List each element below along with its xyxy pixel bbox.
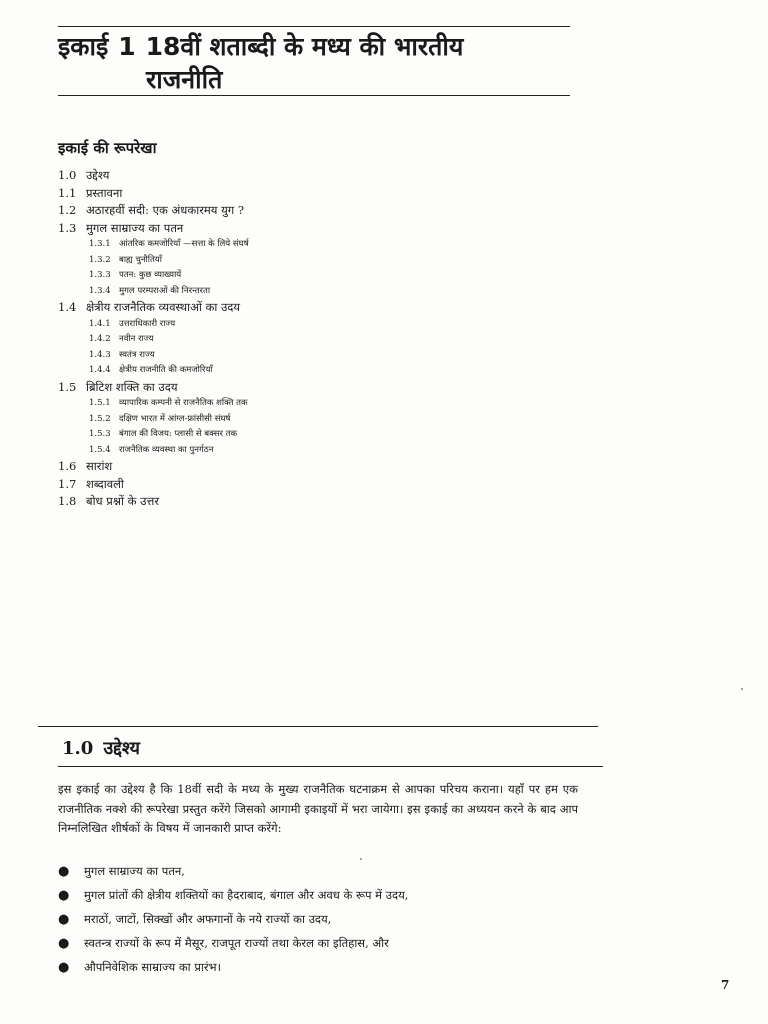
outline-item-number: 1.3.1 <box>89 239 111 249</box>
outline-heading: इकाई की रूपरेखा <box>58 139 157 157</box>
objective-bullet <box>58 888 578 912</box>
outline-item-label: सारांश <box>86 459 113 473</box>
outline-item-number: 1.1 <box>58 185 77 200</box>
outline-subitem <box>58 397 558 413</box>
outline-subitem <box>58 333 558 349</box>
outline-item-number: 1.5.3 <box>89 429 111 439</box>
outline-item-number: 1.4.4 <box>89 365 111 375</box>
objective-bullet-text: स्वतन्त्र राज्यों के रूप में मैसूर, राजपूत राज्यों तथा केरल का इतिहास, और <box>84 936 389 950</box>
outline-subitem <box>58 269 558 285</box>
objective-paragraph: इस इकाई का उद्देश्य है कि 18वीं सदी के मध्य के मुख्य राजनैतिक घटनाक्रम से आपका परिचय कराना। यहाँ पर हम एक राजनीतिक नक्शे की रूपरेखा प्रस्तुत करेंगे जिसको आगामी इकाइयों में भरा जायेगा। इस इकाई का अध्ययन करने के बाद आप निम्नलिखित शीर्षकों के विषय में जानकारी प्राप्त करेंगे: <box>58 782 578 835</box>
outline-subitem <box>58 254 558 270</box>
outline-item-number: 1.7 <box>58 476 77 491</box>
scan-speck <box>360 858 362 860</box>
section-top-rule <box>38 726 598 727</box>
outline-item-label: क्षेत्रीय राजनैतिक व्यवस्थाओं का उदय <box>86 300 241 314</box>
objective-bullet-text: औपनिवेशिक साम्राज्य का प्रारंभ। <box>84 960 221 974</box>
outline-subitem <box>58 444 558 460</box>
outline-item-number: 1.4.2 <box>89 334 111 344</box>
outline-item-number: 1.3.3 <box>89 270 111 280</box>
outline-subitem <box>58 318 558 334</box>
outline-item-label: पतन: कुछ व्याख्यायें <box>119 270 182 280</box>
outline-item <box>58 380 558 398</box>
outline-item <box>58 203 558 221</box>
outline-item <box>58 477 558 495</box>
outline-item <box>58 168 558 186</box>
objective-bullet <box>58 864 578 888</box>
outline-item-label: नवीन राज्य <box>119 334 154 344</box>
outline-item-number: 1.0 <box>58 168 77 182</box>
objective-bullet-text: मुगल प्रांतों की क्षेत्रीय शक्तियों का हैदराबाद, बंगाल और अवध के रूप में उदय, <box>84 888 409 902</box>
section-heading-rule <box>58 766 603 767</box>
outline-subitem <box>58 349 558 365</box>
outline-item-label: व्यापारिक कम्पनी से राजनैतिक शक्ति तक <box>119 398 248 408</box>
outline-item-label: ब्रिटिश शक्ति का उदय <box>86 379 178 394</box>
outline-item-label: उत्तराधिकारी राज्य <box>119 318 176 329</box>
outline-item-number: 1.8 <box>58 494 77 508</box>
outline-item-number: 1.2 <box>58 203 77 217</box>
outline-item-label: बंगाल की विजय: प्लासी से बक्सर तक <box>119 429 238 439</box>
outline-subitem <box>58 413 558 429</box>
objective-bullet-text: मुगल साम्राज्य का पतन, <box>84 864 185 878</box>
unit-title-line2: राजनीति <box>146 65 223 94</box>
bullet-dot-icon: ● <box>58 912 70 927</box>
outline-item-label: मुगल साम्राज्य का पतन <box>86 220 184 235</box>
title-top-rule <box>58 26 570 27</box>
title-bottom-rule <box>58 95 570 96</box>
outline-item-label: शब्दावली <box>86 476 124 491</box>
outline-item-label: बाह्य चुनौतियाँ <box>119 254 162 265</box>
outline-item-label: दक्षिण भारत में आंग्ल-फ्रांसीसी संघर्ष <box>119 413 231 424</box>
outline-subitem <box>58 285 558 301</box>
outline-item <box>58 459 558 477</box>
unit-title-text: 18वीं शताब्दी के मध्य की भारतीय <box>145 32 464 61</box>
outline-item-number: 1.3.2 <box>89 254 111 265</box>
section-number: 1.0 <box>62 738 94 759</box>
outline-subitem <box>58 238 558 254</box>
unit-title <box>58 30 570 96</box>
outline-item-number: 1.4.1 <box>89 318 111 329</box>
scan-speck <box>741 688 743 690</box>
outline-subitem <box>58 364 558 380</box>
outline-subitem <box>58 428 558 444</box>
outline-item-number: 1.5.2 <box>89 413 111 424</box>
outline-item-label: आंतरिक कमजोरियाँ —सत्ता के लिये संघर्ष <box>119 239 249 249</box>
section-title: उद्देश्य <box>103 738 140 759</box>
outline-item-number: 1.5.1 <box>89 398 111 408</box>
outline-item-number: 1.3 <box>58 220 77 235</box>
objective-bullet <box>58 936 578 960</box>
bullet-dot-icon: ● <box>58 936 70 951</box>
outline-item <box>58 494 558 512</box>
objective-bullet <box>58 912 578 936</box>
outline-item <box>58 186 558 204</box>
unit-title-line1 <box>58 30 570 64</box>
bullet-dot-icon: ● <box>58 864 70 879</box>
outline-item <box>58 221 558 239</box>
outline-item <box>58 300 558 318</box>
objective-bullet-list <box>58 864 578 984</box>
outline-item-number: 1.4 <box>58 300 77 314</box>
outline-item-label: क्षेत्रीय राजनीति की कमजोरियाँ <box>119 365 213 375</box>
page-number: 7 <box>721 978 730 992</box>
outline-item-label: अठारहवीं सदी: एक अंधकारमय युग ? <box>86 203 245 217</box>
outline-item-label: राजनैतिक व्यवस्था का पुनर्गठन <box>119 444 214 455</box>
unit-number: 1 <box>118 32 136 61</box>
outline-item-number: 1.4.3 <box>89 349 111 360</box>
table-of-contents <box>58 168 558 512</box>
section-heading <box>62 736 140 760</box>
objective-bullet-text: मराठों, जाटों, सिक्खों और अफगानों के नये राज्यों का उदय, <box>84 912 332 926</box>
unit-word: इकाई <box>58 32 109 61</box>
bullet-dot-icon: ● <box>58 960 70 975</box>
outline-item-label: प्रस्तावना <box>86 185 123 200</box>
outline-item-label: बोध प्रश्नों के उत्तर <box>86 494 160 508</box>
outline-item-number: 1.6 <box>58 459 77 473</box>
outline-item-number: 1.5.4 <box>89 444 111 455</box>
outline-item-label: मुगल परम्पराओं की निरन्तरता <box>119 285 211 296</box>
outline-item-label: स्वतंत्र राज्य <box>119 349 155 360</box>
objective-bullet <box>58 960 578 984</box>
outline-item-label: उद्देश्य <box>86 168 110 182</box>
bullet-dot-icon: ● <box>58 888 70 903</box>
outline-item-number: 1.3.4 <box>89 285 111 296</box>
outline-item-number: 1.5 <box>58 379 77 394</box>
